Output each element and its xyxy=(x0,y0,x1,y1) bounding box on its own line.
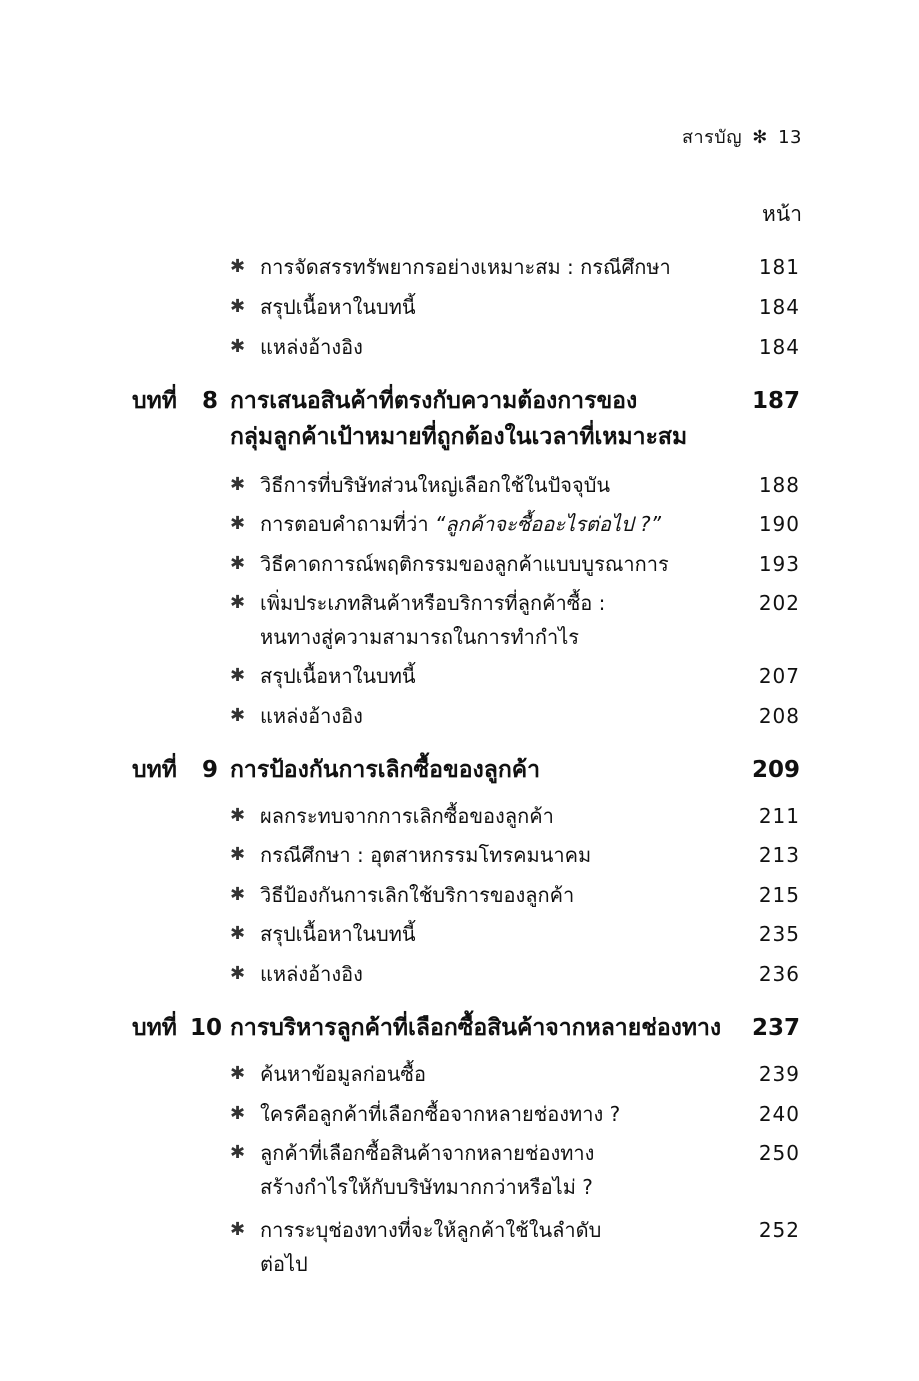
bullet-asterisk-icon: ✱ xyxy=(230,1063,246,1084)
entry-page-number: 190 xyxy=(758,512,800,536)
bullet-asterisk-icon: ✱ xyxy=(230,513,246,534)
entry-title xyxy=(260,878,730,912)
entry-page-number: 236 xyxy=(758,962,800,986)
entry-title xyxy=(260,799,730,833)
entry-title-text: สรุปเนื้อหาในบทนี้ xyxy=(260,295,416,319)
bullet-asterisk-icon: ✱ xyxy=(230,553,246,574)
entry-title xyxy=(260,957,730,991)
entry-title-text: วิธีคาดการณ์พฤติกรรมของลูกค้าแบบบูรณาการ xyxy=(260,552,669,576)
entry-page-number: 239 xyxy=(758,1062,800,1086)
folio-number: 13 xyxy=(778,127,802,148)
entry-title-text: วิธีป้องกันการเลิกใช้บริการของลูกค้า xyxy=(260,883,575,907)
entry-title xyxy=(260,659,730,693)
entry-title-text: ใครคือลูกค้าที่เลือกซื้อจากหลายช่องทาง ? xyxy=(260,1102,621,1126)
chapter-title-line: การป้องกันการเลิกซื้อของลูกค้า xyxy=(230,757,541,783)
entry-page-number: 211 xyxy=(758,804,800,828)
entry-title-text: สรุปเนื้อหาในบทนี้ xyxy=(260,664,416,688)
bullet-asterisk-icon: ✱ xyxy=(230,1103,246,1124)
entry-page-number: 252 xyxy=(758,1218,800,1242)
bullet-asterisk-icon: ✱ xyxy=(230,844,246,865)
chapter-word: บทที่ xyxy=(132,1015,177,1041)
entry-title xyxy=(260,1057,730,1091)
bullet-asterisk-icon: ✱ xyxy=(230,963,246,984)
bullet-asterisk-icon: ✱ xyxy=(230,474,246,495)
entry-title-text: ลูกค้าที่เลือกซื้อสินค้าจากหลายช่องทาง xyxy=(260,1141,595,1165)
running-title: สารบัญ xyxy=(682,127,743,148)
chapter-number: 8 xyxy=(201,388,218,414)
entry-title-text: ผลกระทบจากการเลิกซื้อของลูกค้า xyxy=(260,804,554,828)
entry-page-number: 213 xyxy=(758,843,800,867)
bullet-asterisk-icon: ✱ xyxy=(230,592,246,613)
bullet-asterisk-icon: ✱ xyxy=(230,884,246,905)
entry-title xyxy=(260,1097,730,1131)
chapter-title-line: การบริหารลูกค้าที่เลือกซื้อสินค้าจากหลายช่องทาง xyxy=(230,1015,722,1041)
entry-title xyxy=(260,1136,730,1204)
chapter-number: 9 xyxy=(201,757,218,783)
page-column-label: หน้า xyxy=(762,202,802,226)
bullet-asterisk-icon: ✱ xyxy=(230,705,246,726)
entry-page-number: 215 xyxy=(758,883,800,907)
bullet-asterisk-icon: ✱ xyxy=(230,336,246,357)
bullet-asterisk-icon: ✱ xyxy=(230,256,246,277)
chapter-page-number: 187 xyxy=(751,388,800,414)
entry-title-text: แหล่งอ้างอิง xyxy=(260,704,363,728)
entry-page-number: 184 xyxy=(758,335,800,359)
entry-title-text: การตอบคำถามที่ว่า xyxy=(260,512,435,536)
bullet-asterisk-icon: ✱ xyxy=(230,1142,246,1163)
chapter-page-number: 237 xyxy=(751,1015,800,1041)
chapter-page-number: 209 xyxy=(751,757,800,783)
entry-page-number: 235 xyxy=(758,922,800,946)
entry-page-number: 188 xyxy=(758,473,800,497)
entry-title xyxy=(260,507,730,541)
chapter-title-line: กลุ่มลูกค้าเป้าหมายที่ถูกต้องในเวลาที่เหมาะสม xyxy=(230,424,688,450)
asterisk-separator-icon: ✻ xyxy=(752,127,768,148)
entry-title-text: วิธีการที่บริษัทส่วนใหญ่เลือกใช้ในปัจจุบัน xyxy=(260,473,611,497)
entry-page-number: 208 xyxy=(758,704,800,728)
bullet-asterisk-icon: ✱ xyxy=(230,296,246,317)
entry-page-number: 202 xyxy=(758,591,800,615)
entry-title xyxy=(260,250,730,284)
entry-title-line: สร้างกำไรให้กับบริษัทมากกว่าหรือไม่ ? xyxy=(260,1175,593,1199)
chapter-word: บทที่ xyxy=(132,388,177,414)
entry-title-text: เพิ่มประเภทสินค้าหรือบริการที่ลูกค้าซื้อ : xyxy=(260,591,606,615)
chapter-number: 10 xyxy=(190,1015,223,1041)
bullet-asterisk-icon: ✱ xyxy=(230,1219,246,1240)
entry-title xyxy=(260,838,730,872)
chapter-title xyxy=(230,1010,730,1046)
entry-title xyxy=(260,1213,730,1281)
chapter-title-line: การเสนอสินค้าที่ตรงกับความต้องการของ xyxy=(230,388,638,414)
entry-page-number: 193 xyxy=(758,552,800,576)
entry-title-text: แหล่งอ้างอิง xyxy=(260,335,363,359)
entry-title xyxy=(260,290,730,324)
entry-title-text: การจัดสรรทรัพยากรอย่างเหมาะสม : กรณีศึกษา xyxy=(260,255,671,279)
entry-title xyxy=(260,547,730,581)
entry-title xyxy=(260,917,730,951)
entry-title-line: หนทางสู่ความสามารถในการทำกำไร xyxy=(260,625,580,649)
chapter-title xyxy=(230,752,730,788)
entry-title xyxy=(260,699,730,733)
entry-page-number: 181 xyxy=(758,255,800,279)
entry-title-line: ต่อไป xyxy=(260,1252,308,1276)
chapter-title xyxy=(230,383,730,455)
entry-page-number: 240 xyxy=(758,1102,800,1126)
entry-title-quote: “ลูกค้าจะซื้ออะไรต่อไป ?” xyxy=(434,512,661,536)
entry-title xyxy=(260,330,730,364)
chapter-word: บทที่ xyxy=(132,757,177,783)
bullet-asterisk-icon: ✱ xyxy=(230,805,246,826)
entry-page-number: 207 xyxy=(758,664,800,688)
entry-title xyxy=(260,586,730,654)
entry-title-text: การระบุช่องทางที่จะให้ลูกค้าใช้ในลำดับ xyxy=(260,1218,602,1242)
entry-title-text: แหล่งอ้างอิง xyxy=(260,962,363,986)
entry-title-text: ค้นหาข้อมูลก่อนซื้อ xyxy=(260,1062,426,1086)
bullet-asterisk-icon: ✱ xyxy=(230,923,246,944)
entry-title-text: สรุปเนื้อหาในบทนี้ xyxy=(260,922,416,946)
entry-title-text: กรณีศึกษา : อุตสาหกรรมโทรคมนาคม xyxy=(260,843,592,867)
bullet-asterisk-icon: ✱ xyxy=(230,665,246,686)
entry-title xyxy=(260,468,730,502)
entry-page-number: 250 xyxy=(758,1141,800,1165)
entry-page-number: 184 xyxy=(758,295,800,319)
